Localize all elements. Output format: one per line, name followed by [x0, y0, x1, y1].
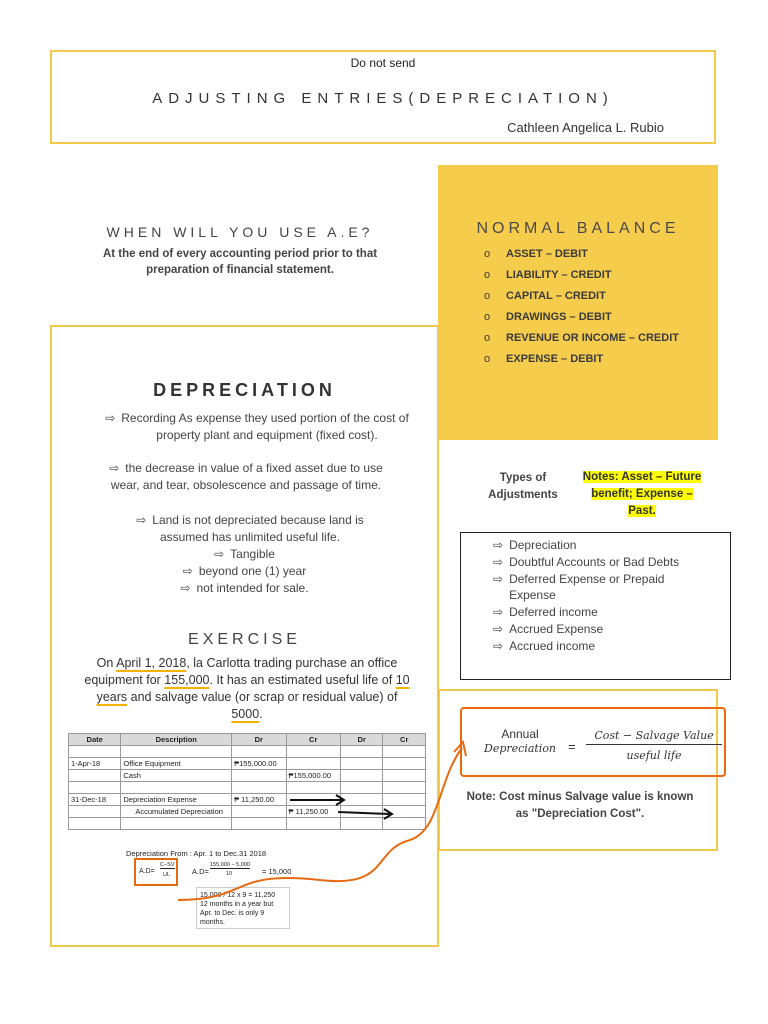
list-item: ⇨ Accrued Expense [493, 621, 604, 636]
formula-numerator: Cost − Salvage Value [586, 729, 722, 745]
types-heading: Types of Adjustments [488, 472, 558, 501]
table-row [69, 782, 426, 794]
list-item: ⇨ Accrued income [493, 638, 596, 653]
header-card [50, 50, 716, 144]
exercise-date: April 1, 2018 [116, 656, 187, 670]
calculation-note: 15,000 / 12 x 9 = 11,250 12 months in a year but Apr. to Dec. is only 9 months. [196, 887, 290, 929]
depreciation-period: Depreciation From : Apr. 1 to Dec.31 2018 [126, 849, 267, 858]
arrow-icon: ⇨ [493, 638, 504, 653]
arrow-icon: ⇨ [180, 581, 191, 595]
arrow-icon: ⇨ [493, 605, 504, 620]
depreciation-point: ⇨ Land is not depreciated because land is assumed has unlimited useful life. [136, 513, 364, 544]
normal-balance-heading: NORMAL BALANCE [476, 220, 680, 237]
depreciation-point: ⇨ beyond one (1) year [182, 564, 307, 578]
arrow-icon: ⇨ [214, 547, 225, 561]
formula-highlight-box [460, 707, 726, 777]
depreciation-point: ⇨ the decrease in value of a fixed asset due to use wear, and tear, obsolescence and passage of time. [109, 461, 383, 492]
arrow-icon: ⇨ [136, 513, 147, 527]
do-not-send-note: Do not send [350, 56, 416, 70]
table-row [69, 818, 426, 830]
document-title: ADJUSTING ENTRIES(DEPRECIATION) [152, 90, 614, 107]
exercise-salvage: 5000 [231, 707, 260, 721]
arrow-icon: ⇨ [493, 538, 504, 552]
list-item: o LIABILITY – CREDIT [484, 269, 612, 281]
arrow-icon: ⇨ [493, 554, 504, 569]
author-name: Cathleen Angelica L. Rubio [507, 120, 664, 135]
normal-balance-list [484, 247, 679, 373]
arrow-icon: ⇨ [105, 411, 116, 425]
formula-note: Note: Cost minus Salvage value is known as "Depreciation Cost". [466, 791, 694, 820]
table-row: 31-Dec-18 Depreciation Expense ₱ 11,250.00 [69, 794, 426, 806]
exercise-life: 10 years [96, 673, 410, 704]
formula-denominator: useful life [626, 749, 682, 762]
arrow-icon: ⇨ [493, 621, 504, 636]
journal-spreadsheet [68, 733, 426, 830]
formula-equals: = [568, 739, 576, 754]
table-row: Accumulated Depreciation ₱ 11,250.00 [69, 806, 426, 818]
when-text: At the end of every accounting period prior to that preparation of financial statement. [102, 248, 378, 276]
notes-highlight: Notes: Asset – Future benefit; Expense – Past. [582, 471, 702, 517]
normal-balance-panel [438, 165, 718, 440]
list-item: o DRAWINGS – DEBIT [484, 311, 612, 323]
list-item: o EXPENSE – DEBIT [484, 353, 604, 365]
exercise-text: On April 1, 2018, la Carlotta trading purchase an office equipment for 155,000. It has an estimated useful life of 10 years and salvage value (or scrap or residual value) of 5000. [84, 656, 410, 721]
formula-card [438, 689, 718, 851]
list-item: ⇨ Deferred Expense or Prepaid Expense [493, 571, 665, 603]
table-row: 1-Apr-18 Office Equipment ₱155,000.00 [69, 758, 426, 770]
list-item: ⇨ Depreciation [493, 538, 577, 552]
exercise-amount: 155,000 [164, 673, 210, 687]
table-row [69, 746, 426, 758]
list-item: ⇨ Deferred income [493, 605, 598, 620]
exercise-heading: EXERCISE [188, 631, 301, 648]
when-heading: WHEN WILL YOU USE A.E? [106, 224, 374, 240]
list-item: o CAPITAL – CREDIT [484, 290, 606, 302]
ad-formula-box: A.D= C−SV UL [134, 858, 178, 886]
arrow-icon: ⇨ [109, 461, 120, 475]
arrow-icon: ⇨ [182, 564, 193, 578]
depreciation-point: ⇨ Recording As expense they used portion of the cost of property plant and equipment (fixed cost). [105, 411, 409, 442]
types-list-box [460, 532, 731, 680]
list-item: o ASSET – DEBIT [484, 248, 588, 260]
table-row: Cash ₱155,000.00 [69, 770, 426, 782]
depreciation-point: ⇨ not intended for sale. [180, 581, 309, 595]
formula-label: Annual Depreciation [484, 727, 557, 755]
list-item: ⇨ Doubtful Accounts or Bad Debts [493, 554, 680, 569]
arrow-icon: ⇨ [493, 571, 504, 586]
table-header-row: Date Description Dr Cr Dr Cr [69, 734, 426, 746]
depreciation-point: ⇨ Tangible [214, 547, 275, 561]
depreciation-card: DEPRECIATION ⇨ Recording As expense they used portion of the cost of property plant and equipment (fixed cost). ⇨ the decrease in value of a fixed asset due to use wear, and tear, obsolescence and passage of time. ⇨ Land is not depreciated because land is assumed has unlimited useful life. ⇨ Tangible ⇨ beyond one (1) year ⇨ not intended for sale. EXERCISE On April 1, 2018, la Carlotta trading purchase an office equipment for 155,000. It has an estimated useful life of 10 years and salvage value (or scrap or residual value) of 5000. Date Description Dr Cr Dr Cr 1-Apr-18 Office Equipment ₱155,000.00 Cash ₱155,000.00 31-Dec-18 Depreciation Expense ₱ 11,250.00 Accumulated Depreciation ₱ 11,250.00 Depreciation From : Apr. 1 to Dec.31 2018 A.D= C−SV UL A.D= 155,000 − 5,000 10 = 15,000 15,000 / 12 x 9 = 11,250 12 months in a year but Apr. to Dec. is only 9 months. [50, 325, 439, 947]
list-item: o REVENUE OR INCOME – CREDIT [484, 332, 679, 344]
types-list [493, 537, 709, 655]
depreciation-heading: DEPRECIATION [153, 380, 336, 400]
